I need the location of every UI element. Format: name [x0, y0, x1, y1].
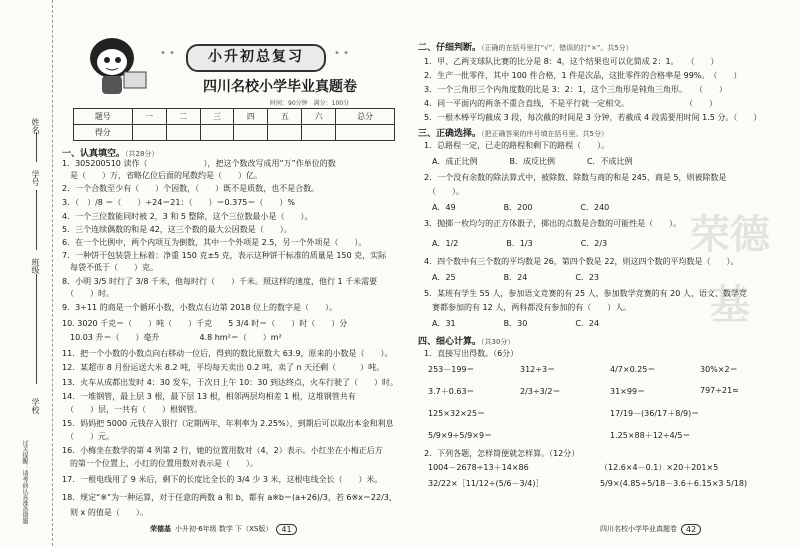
score-input-cell[interactable]: [200, 125, 234, 141]
section-2-heading: 二、仔细判断。（正确的在括号里打“√”，错误的打“×”。共5分）: [418, 43, 633, 53]
question-line: 12．某超市 8 月份运送大米 8.2 吨，平均每天卖出 0.2 吨，卖了 n 天还剩（ ）吨。: [62, 363, 385, 372]
choice-line: （ ）。: [424, 187, 464, 196]
choice-line: 2．一个没有余数的除法算式中，被除数、除数与商的和是 245，商是 5，则被除数是: [424, 173, 727, 182]
judge-item: 2．生产一批零件，其中 100 件合格，1 件是次品，这批零件的合格率是 99%。 （ ）: [424, 71, 742, 80]
gutter-school-label: 学校: [31, 398, 40, 414]
gutter-name-label: 姓名: [31, 118, 40, 134]
gutter-id-label: 学号: [31, 170, 40, 186]
footer-title: 四川名校小学毕业真题卷: [600, 525, 677, 533]
calc-item: 3.7＋0.63＝: [428, 387, 475, 396]
section-1-heading: 一、认真填空。（共28分）: [62, 149, 159, 159]
choice-line: A．25 B．24 C．23: [424, 273, 600, 282]
choice-line: A．成正比例 B．成反比例 C．不成比例: [424, 157, 633, 166]
table-cell: 二: [166, 109, 200, 125]
table-cell: 六: [302, 109, 336, 125]
table-row: [74, 109, 395, 125]
question-line: 8．小明 3/5 时行了 3/8 千米，他每时行（ ）千米。照这样的速度，他行 1 千米需要: [62, 277, 378, 286]
watermark: 荣德基: [690, 212, 770, 328]
page-number: 41: [276, 524, 296, 535]
question-line: 则 x 的值是（ ）。: [62, 508, 148, 517]
score-input-cell[interactable]: [336, 125, 395, 141]
calc-item: 797÷21≈: [700, 386, 739, 395]
question-line: 9．3÷11 的商是一个循环小数，小数点右边第 2018 位上的数字是（ ）。: [62, 303, 338, 312]
score-input-cell[interactable]: [302, 125, 336, 141]
section-4-heading: 四、细心计算。（共30分）: [418, 337, 515, 347]
gutter-line: [36, 132, 38, 162]
judge-item: 3．一个三角形三个内角度数的比是 3：2：1，这个三角形是钝角三角形。 （ ）: [424, 85, 727, 94]
question-line: 4．一个三位数能同时被 2，3 和 5 整除，这个三位数最小是（ ）。: [62, 212, 313, 221]
calc-item: 125×32×25＝: [428, 409, 486, 418]
question-line: 的第一个位置上，小红的位置用数对表示是（ ）。: [62, 459, 258, 468]
choice-line: 3．抛掷一枚均匀的正方体骰子，掷出的点数是合数的可能性是（ ）。: [424, 219, 682, 228]
table-cell: 三: [200, 109, 234, 125]
choice-line: 赛都参加的有 12 人，两科都没有参加的有（ ）人。: [424, 303, 632, 312]
question-line: 10. 3020 千克＝（ ）吨（ ）千克 5 3/4 时＝（ ）时（ ）分: [62, 319, 348, 328]
calc-item: 5/9×9÷5/9×9＝: [428, 431, 493, 440]
question-line: 10.03 升＝（ ）毫升 4.8 hm²＝（ ）m²: [62, 333, 282, 342]
choice-line: A．49 B．200 C．240: [424, 203, 610, 212]
question-line: 11．把一个小数的小数点向右移动一位后，得到的数比原数大 63.9，原来的小数是（ ）。: [62, 349, 393, 358]
page-title: 四川名校小学毕业真题卷: [203, 79, 357, 95]
footer-left: [150, 522, 297, 536]
mascot-icon: [82, 32, 152, 98]
question-line: 13．火车从成都出发时 4：30 发车，于次日上午 10：30 到达终点，火车行驶了（ ）时。: [62, 378, 398, 387]
calc-item: 312÷3＝: [520, 365, 556, 374]
calc-item: 4/7×0.25＝: [610, 365, 656, 374]
section-3-heading: 三、正确选择。（把正确答案的序号填在括号里。共5分）: [418, 129, 608, 139]
calc-item: 31×99＝: [610, 387, 646, 396]
review-banner: 小升初总复习: [186, 44, 326, 72]
brand-name: 荣德基: [150, 525, 171, 533]
score-input-cell[interactable]: [234, 125, 268, 141]
binding-gutter: [0, 0, 53, 546]
question-line: 是（ ）万，省略亿位后面的尾数约是（ ）亿。: [62, 171, 262, 180]
question-line: （ ）时。: [62, 289, 114, 298]
table-cell: 总分: [336, 109, 395, 125]
choice-line: A．31 B．30 C．24: [424, 319, 600, 328]
score-input-cell[interactable]: [268, 125, 302, 141]
judge-item: 5．一根木棒平均截成 3 段，每次截的时间是 3 分钟，若截成 4 段需要用时间 1.5 分。（ ）: [424, 113, 762, 122]
simplify-item: （12.6×4－0.1）×20＋201×5: [600, 463, 719, 472]
calc-item: 30%×2＝: [700, 365, 738, 374]
calc-item: 17/19－(36/17＋8/9)＝: [610, 409, 700, 418]
table-row: [74, 125, 395, 141]
simplify-item: 32/22×［11/12÷(5/6－3/4)］: [428, 479, 544, 488]
simplify-item: 5/9×(4.85÷5/18－3.6＋6.15×3 5/18): [600, 479, 748, 488]
question-line: 每袋不低于（ ）克。: [62, 263, 158, 272]
judge-item: 1．甲、乙两支球队比赛的比分是 8：4，这个结果也可以化简成 2：1。 （ ）: [424, 57, 719, 66]
table-cell: 四: [234, 109, 268, 125]
question-line: 14．一堆钢管，最上层 3 根，最下层 13 根，相邻两层均相差 1 根，这堆钢管共有: [62, 392, 356, 401]
choice-line: 1．总路程一定，已走的路程和剩下的路程（ ）。: [424, 141, 610, 150]
simplify-heading: 2．下列各题，怎样简便就怎样算。（12分）: [424, 449, 580, 458]
question-line: 2．一个合数至少有（ ）个因数，（ ）既不是质数，也不是合数。: [62, 184, 320, 193]
simplify-item: 1004－2678÷13＋14×86: [428, 463, 529, 472]
gutter-tip: 过关提醒：请考前认真准备错题: [21, 440, 28, 524]
question-line: （ ）元。: [62, 432, 114, 441]
choice-line: 5．某班有学生 55 人，参加语文竞赛的有 25 人，参加数学竞赛的有 20 人，语文、数学竞: [424, 289, 747, 298]
calc-item: 2/3÷3/2＝: [520, 387, 561, 396]
question-line: 15．妈妈把 5000 元钱存入银行（定期两年，年利率为 2.25%），到期后可以取出本金和利息: [62, 419, 394, 428]
choice-line: A．1/2 B．1/3 C．2/3: [424, 239, 608, 248]
score-table: [73, 108, 395, 141]
decor-dots: • •: [334, 48, 349, 59]
judge-item: 4．同一平面内的两条不重合直线，不是平行就一定相交。 （ ）: [424, 99, 718, 108]
question-line: 7．一种饼干包装袋上标着：净重 150 克±5 克，表示这种饼干标准的质量是 150 克，实际: [62, 251, 387, 260]
question-line: 18．规定“※”为一种运算，对于任意的两数 a 和 b，都有 a※b＝(a+26)/3，若 6※x＝22/3，: [62, 493, 397, 502]
table-cell: 得分: [74, 125, 133, 141]
question-line: 17．一根电线用了 9 米后，剩下的长度比全长的 3/4 少 3 米，这根电线全长（ ）米。: [62, 475, 383, 484]
question-line: 6．在一个比例中，两个内项互为倒数，其中一个外项是 2.5，另一个外项是（ ）。: [62, 238, 367, 247]
table-cell: 一: [132, 109, 166, 125]
score-input-cell[interactable]: [166, 125, 200, 141]
series-label: 小升初·6年级 数学 下（XS版）: [175, 525, 273, 533]
gutter-class-label: 班级: [31, 258, 40, 274]
score-input-cell[interactable]: [132, 125, 166, 141]
gutter-line: [36, 190, 38, 250]
table-cell: 题号: [74, 109, 133, 125]
calc-item: 253－199＝: [428, 365, 475, 374]
calc-item: 1.25×88＋12÷4/5＝: [610, 431, 691, 440]
table-cell: 五: [268, 109, 302, 125]
question-line: 3．（ ）/8 ＝（ ）÷24＝21：（ ）＝0.375＝（ ）%: [62, 198, 295, 207]
question-line: 1．305200510 读作（ ），把这个数改写成用“万”作单位的数: [62, 159, 336, 168]
question-line: （ ）层，一共有（ ）根钢管。: [62, 405, 202, 414]
exam-info: 时间：90分钟 满分：100分: [270, 100, 350, 107]
calc-heading: 1．直接写出得数。（6分）: [424, 349, 519, 358]
question-line: 16．小梅坐在数学的第 4 列第 2 行，她的位置用数对（4，2）表示。小红坐在小梅正后方: [62, 446, 383, 455]
decor-dots: • •: [160, 48, 175, 59]
question-line: 5．三个连续偶数的和是 42，这三个数的最大公因数是（ ）。: [62, 225, 292, 234]
footer-right: [600, 522, 701, 536]
choice-line: 4．四个数中有三个数的平均数是 26，第四个数是 22，则这四个数的平均数是（ ）。: [424, 257, 739, 266]
gutter-line: [36, 274, 38, 384]
page-number: 42: [681, 524, 701, 535]
